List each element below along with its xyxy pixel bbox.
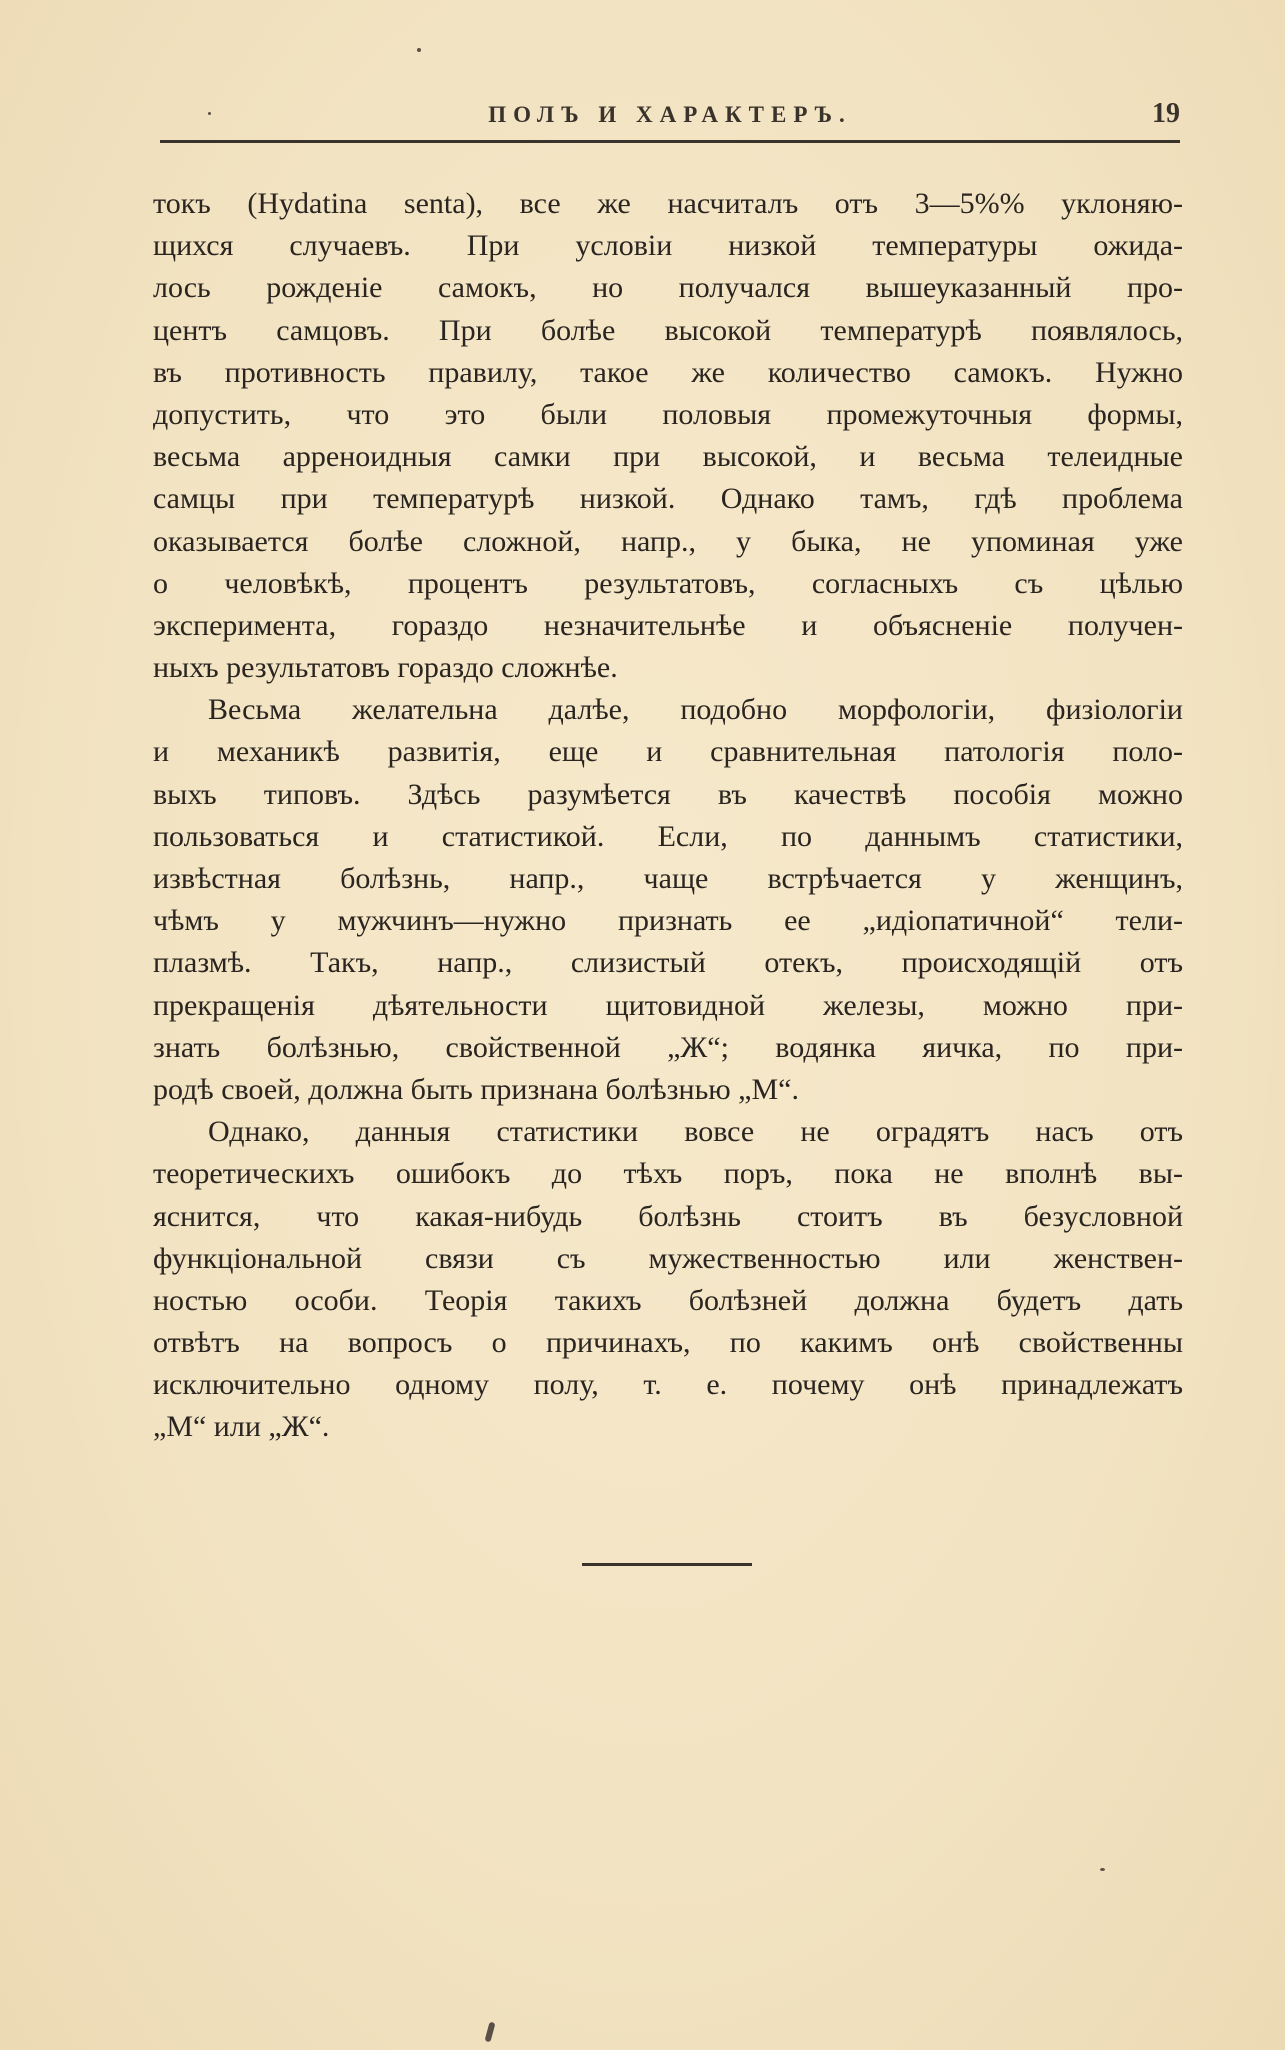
text-line: Весьма желательна далѣе, подобно морфологіи, физіологіи [208, 693, 1183, 727]
text-line: Однако, данныя статистики вовсе не оградятъ насъ отъ [208, 1115, 1183, 1149]
ink-speck [208, 112, 211, 115]
running-head [160, 98, 1180, 138]
text-line: самцы при температурѣ низкой. Однако тамъ, гдѣ проблема [153, 482, 1183, 516]
text-line: эксперимента, гораздо незначительнѣе и объясненіе получен- [153, 608, 1183, 642]
header-rule [160, 140, 1180, 143]
paragraph-1 [153, 183, 1183, 689]
text-line: теоретическихъ ошибокъ до тѣхъ поръ, пока не вполнѣ вы- [153, 1157, 1183, 1191]
section-end-rule [582, 1563, 752, 1566]
ink-speck [417, 48, 421, 52]
text-line: „М“ или „Ж“. [153, 1410, 330, 1444]
text-line: и механикѣ развитія, еще и сравнительная патологія поло- [153, 735, 1183, 769]
text-line: чѣмъ у мужчинъ—нужно признать ее „идіопатичной“ тели- [153, 904, 1183, 938]
ink-speck [1100, 1868, 1105, 1871]
text-line: знать болѣзнью, свойственной „Ж“; водянка яичка, по при- [153, 1030, 1183, 1064]
text-line: о человѣкѣ, процентъ результатовъ, согласныхъ съ цѣлью [153, 566, 1183, 600]
paragraph-2 [153, 689, 1183, 1111]
text-line: отвѣтъ на вопросъ о причинахъ, по какимъ онѣ свойственны [153, 1326, 1183, 1360]
text-line: ностью особи. Теорія такихъ болѣзней должна будетъ дать [153, 1283, 1183, 1317]
text-line: исключительно одному полу, т. е. почему онѣ принадлежатъ [153, 1368, 1183, 1402]
body-text [153, 183, 1183, 1449]
text-line: функціональной связи съ мужественностью или женствен- [153, 1241, 1183, 1275]
text-line: прекращенія дѣятельности щитовидной железы, можно при- [153, 988, 1183, 1022]
text-line: центъ самцовъ. При болѣе высокой температурѣ появлялось, [153, 313, 1183, 347]
text-line: пользоваться и статистикой. Если, по даннымъ статистики, [153, 819, 1183, 853]
text-line: родѣ своей, должна быть признана болѣзнью „М“. [153, 1072, 799, 1106]
text-line: допустить, что это были половыя промежуточныя формы, [153, 397, 1183, 431]
text-line: токъ (Hydatina senta), все же насчиталъ отъ 3—5%% уклоняю- [153, 187, 1183, 220]
text-line: плазмѣ. Такъ, напр., слизистый отекъ, происходящій отъ [153, 946, 1183, 980]
text-line: лось рожденіе самокъ, но получался вышеуказанный про- [153, 271, 1183, 305]
text-line: весьма арренoидныя самки при высокой, и весьма телеидные [153, 440, 1183, 474]
running-title: ПОЛЪ И ХАРАКТЕРЪ. [488, 102, 852, 127]
text-line: въ противность правилу, такое же количество самокъ. Нужно [153, 355, 1183, 389]
text-line: ныхъ результатовъ гораздо сложнѣе. [153, 651, 618, 685]
text-line: выхъ типовъ. Здѣсь разумѣется въ качествѣ пособія можно [153, 777, 1183, 811]
text-line: извѣстная болѣзнь, напр., чаще встрѣчается у женщинъ, [153, 862, 1183, 895]
ink-mark [485, 2022, 496, 2043]
page-number: 19 [1152, 98, 1180, 129]
text-line: яснится, что какая-нибудь болѣзнь стоитъ въ безусловной [153, 1199, 1183, 1233]
paragraph-3 [153, 1111, 1183, 1449]
text-line: оказывается болѣе сложной, напр., у быка, не упоминая уже [153, 524, 1183, 558]
text-line: щихся случаевъ. При условіи низкой температуры ожида- [153, 229, 1183, 263]
